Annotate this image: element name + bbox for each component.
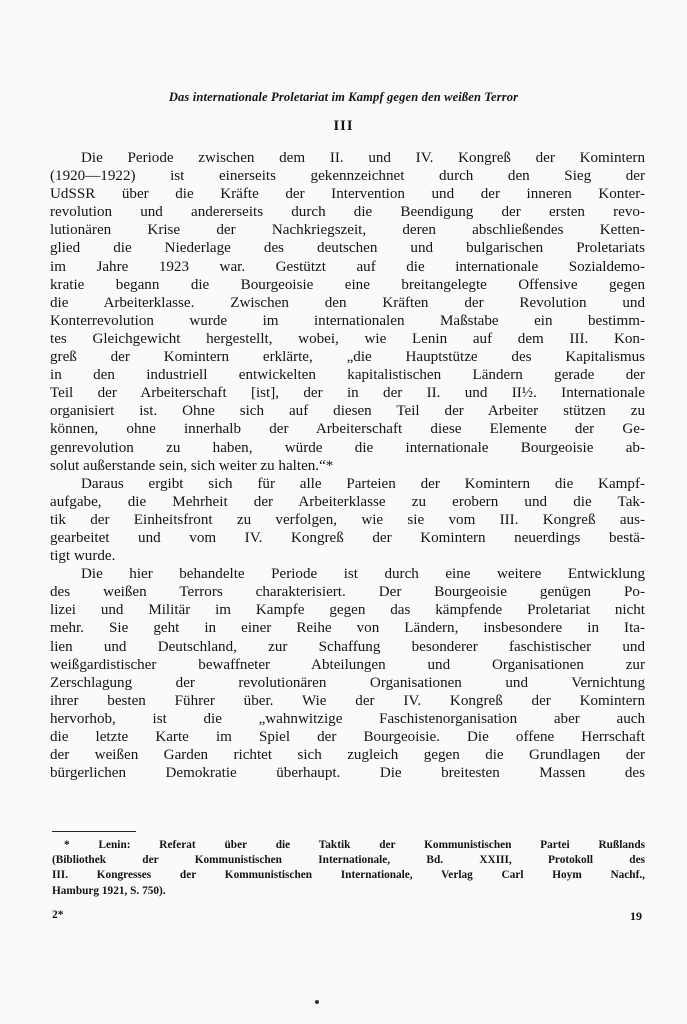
body-line: tigt wurde. — [50, 548, 116, 565]
body-line: mehr. Sie geht in einer Reihe von Ländern, insbesondere in Ita- — [50, 620, 645, 637]
footnote-line: * Lenin: Referat über die Taktik der Kommunistischen Partei Rußlands — [64, 839, 645, 851]
body-line: hervorhob, ist die „wahnwitzige Faschistenorganisation aber auch — [50, 710, 645, 727]
body-line: in den industriell entwickelten kapitalistischen Ländern gerade der — [50, 367, 645, 384]
body-line: ihrer besten Führer über. Wie der IV. Kongreß der Komintern — [50, 692, 645, 709]
body-text — [50, 149, 645, 782]
body-line: im Jahre 1923 war. Gestützt auf die internationale Sozialdemo- — [50, 258, 645, 275]
body-line: revolution und andererseits durch die Beendigung der ersten revo- — [50, 204, 645, 221]
body-line: greß der Komintern erklärte, „die Hauptstütze des Kapitalismus — [50, 349, 645, 366]
body-line: genrevolution zu haben, würde die internationale Bourgeoisie ab- — [50, 439, 645, 456]
body-line: der weißen Garden richtet sich zugleich gegen die Grundlagen der — [50, 747, 645, 764]
body-line: bürgerlichen Demokratie überhaupt. Die breitesten Massen des — [50, 765, 645, 782]
body-line: lien und Deutschland, zur Schaffung besonderer faschistischer und — [50, 638, 645, 655]
scan-speck — [315, 1000, 319, 1004]
body-line: die Arbeiterklasse. Zwischen den Kräften der Revolution und — [50, 294, 645, 311]
section-number: III — [333, 118, 354, 134]
body-line: kratie begann die Bourgeoisie eine breitangelegte Offensive gegen — [50, 276, 645, 293]
footnote-line: (Bibliothek der Kommunistischen Internationale, Bd. XXIII, Protokoll des — [52, 854, 645, 867]
body-line: Zerschlagung der revolutionären Organisationen und Vernichtung — [50, 674, 645, 691]
body-line: weißgardistischer bewaffneter Abteilungen und Organisationen zur — [50, 656, 645, 673]
body-line: Daraus ergibt sich für alle Parteien der Komintern die Kampf- — [81, 475, 645, 492]
body-line: die letzte Karte im Spiel der Bourgeoisie. Die offene Herrschaft — [50, 729, 645, 745]
body-line: des weißen Terrors charakterisiert. Der Bourgeoisie genügen Po- — [50, 584, 645, 601]
page-number: 19 — [630, 909, 642, 923]
body-line: tik der Einheitsfront zu verfolgen, wie sie vom III. Kongreß aus- — [50, 511, 645, 528]
footnote-line: III. Kongresses der Kommunistischen Internationale, Verlag Carl Hoym Nachf., — [52, 869, 645, 882]
footnote — [52, 838, 645, 899]
footnote-line: Hamburg 1921, S. 750). — [52, 884, 166, 897]
body-line: UdSSR über die Kräfte der Intervention und der inneren Konter- — [50, 186, 645, 203]
body-line: (1920—1922) ist einerseits gekennzeichnet durch den Sieg der — [50, 168, 645, 185]
body-line: Konterrevolution wurde im internationalen Maßstabe ein bestimm- — [50, 312, 645, 329]
body-line: Die Periode zwischen dem II. und IV. Kongreß der Komintern — [81, 150, 645, 166]
body-line: tes Gleichgewicht hergestellt, wobei, wie Lenin auf dem III. Kon- — [50, 330, 645, 347]
body-line: lutionären Krise der Nachkriegszeit, deren abschließendes Ketten- — [50, 222, 645, 239]
body-line: können, ohne innerhalb der Arbeiterschaft diese Elemente der Ge- — [50, 421, 645, 438]
running-head: Das internationale Proletariat im Kampf gegen den weißen Terror — [168, 90, 519, 104]
body-line: glied die Niederlage des deutschen und bulgarischen Proletariats — [50, 240, 645, 257]
body-line: Teil der Arbeiterschaft [ist], der in der II. und II½. Internationale — [50, 385, 645, 402]
footnote-rule — [52, 831, 136, 832]
body-line: gearbeitet und vom IV. Kongreß der Komintern neuerdings bestä- — [50, 529, 645, 546]
body-line: Die hier behandelte Periode ist durch eine weitere Entwicklung — [81, 566, 645, 583]
body-line: aufgabe, die Mehrheit der Arbeiterklasse zu erobern und die Tak- — [50, 493, 645, 510]
body-line: organisiert ist. Ohne sich auf diesen Teil der Arbeiter stützen zu — [50, 403, 645, 420]
body-line: lizei und Militär im Kampfe gegen das kämpfende Proletariat nicht — [50, 602, 645, 619]
signature-mark: 2* — [52, 909, 64, 921]
body-line: solut außerstande sein, sich weiter zu halten.“* — [50, 457, 334, 474]
